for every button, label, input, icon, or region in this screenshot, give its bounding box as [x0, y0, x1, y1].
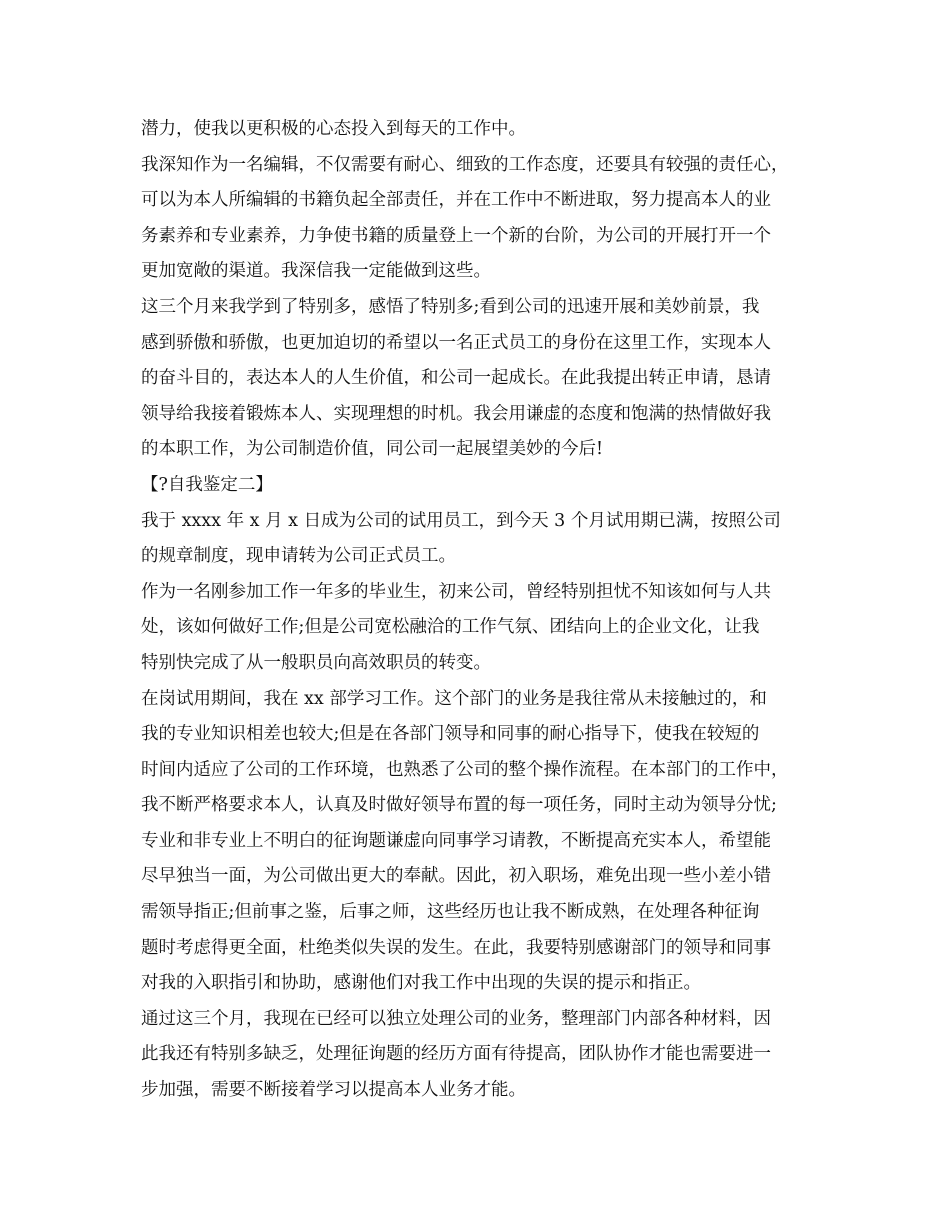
- text-line: 在岗试用期间，我在 xx 部学习工作。这个部门的业务是我往常从未接触过的，和: [141, 688, 767, 709]
- text-line: 对我的入职指引和协助，感谢他们对我工作中出现的失误的提示和指正。: [141, 973, 701, 994]
- text-line: 我的专业知识相差也较大;但是在各部门领导和同事的耐心指导下，使我在较短的: [141, 724, 760, 745]
- text-line: 领导给我接着锻炼本人、实现理想的时机。我会用谦虚的态度和饱满的热情做好我: [141, 403, 771, 424]
- text-line: 通过这三个月，我现在已经可以独立处理公司的业务，整理部门内部各种材料，因: [141, 1008, 771, 1029]
- section-heading: 【?自我鉴定二】: [141, 474, 273, 495]
- text-line: 感到骄傲和骄傲，也更加迫切的希望以一名正式员工的身份在这里工作，实现本人: [141, 332, 771, 353]
- text-line: 这三个月来我学到了特别多，感悟了特别多;看到公司的迅速开展和美妙前景，我: [141, 296, 760, 317]
- text-line: 专业和非专业上不明白的征询题谦虚向同事学习请教，不断提高充实本人，希望能: [141, 830, 771, 851]
- text-line: 处，该如何做好工作;但是公司宽松融洽的工作气氛、团结向上的企业文化，让我: [141, 617, 760, 638]
- text-line: 作为一名刚参加工作一年多的毕业生，初来公司，曾经特别担忧不知该如何与人共: [141, 581, 771, 602]
- text-line: 步加强，需要不断接着学习以提高本人业务才能。: [141, 1080, 526, 1101]
- text-line: 特别快完成了从一般职员向高效职员的转变。: [141, 652, 491, 673]
- text-line: 需领导指正;但前事之鉴，后事之师，这些经历也让我不断成熟，在处理各种征询: [141, 902, 760, 923]
- text-line: 我深知作为一名编辑，不仅需要有耐心、细致的工作态度，还要具有较强的责任心，: [141, 154, 789, 175]
- text-line: 务素养和专业素养，力争使书籍的质量登上一个新的台阶，为公司的开展打开一个: [141, 225, 771, 246]
- text-line: 的本职工作，为公司制造价值，同公司一起展望美妙的今后!: [141, 439, 604, 460]
- text-line: 的规章制度，现申请转为公司正式员工。: [141, 546, 456, 567]
- text-line: 我不断严格要求本人，认真及时做好领导布置的每一项任务，同时主动为领导分忧;: [141, 795, 777, 816]
- text-line: 的奋斗目的，表达本人的人生价值，和公司一起成长。在此我提出转正申请，恳请: [141, 368, 771, 389]
- text-line: 此我还有特别多缺乏，处理征询题的经历方面有待提高，团队协作才能也需要进一: [141, 1044, 771, 1065]
- text-line: 时间内适应了公司的工作环境，也熟悉了公司的整个操作流程。在本部门的工作中，: [141, 759, 789, 780]
- text-line: 题时考虑得更全面，杜绝类似失误的发生。在此，我要特别感谢部门的领导和同事: [141, 937, 771, 958]
- document-page: [141, 112, 811, 1109]
- text-line: 我于 xxxx 年 x 月 x 日成为公司的试用员工，到今天 3 个月试用期已满，按照公司: [141, 510, 781, 531]
- text-line: 尽早独当一面，为公司做出更大的奉献。因此，初入职场，难免出现一些小差小错: [141, 866, 771, 887]
- text-line: 更加宽敞的渠道。我深信我一定能做到这些。: [141, 261, 491, 282]
- text-line: 潜力，使我以更积极的心态投入到每天的工作中。: [141, 119, 526, 139]
- text-line: 可以为本人所编辑的书籍负起全部责任，并在工作中不断进取，努力提高本人的业: [141, 190, 771, 211]
